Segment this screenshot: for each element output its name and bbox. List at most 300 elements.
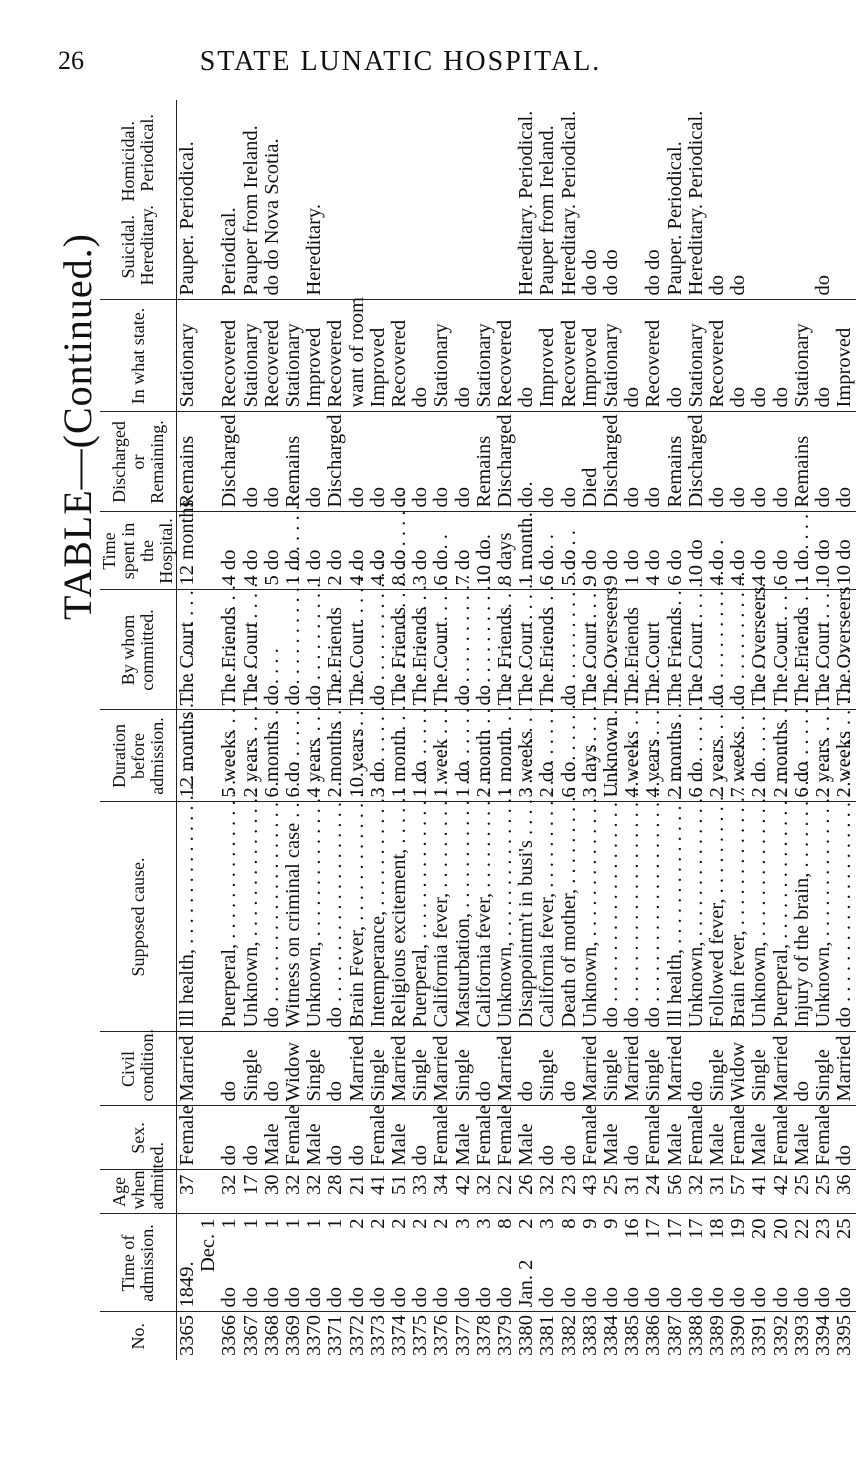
cell-time-day: 17 — [684, 1218, 707, 1239]
cell-cause — [580, 802, 601, 1032]
cell-hereditary — [410, 100, 431, 300]
cell-time-day: 8 — [557, 1218, 580, 1229]
cell-state: Recovered — [262, 300, 283, 412]
cell-time — [516, 1214, 537, 1312]
header-discharged: Discharged or Remaining. — [100, 412, 177, 512]
header-duration: Duration before admission. — [100, 710, 177, 802]
cell-time-spent: 4 do — [643, 512, 664, 590]
cell-by-whom: do — [262, 590, 283, 710]
cell-by-whom: The Friends — [219, 590, 240, 710]
cell-duration: 2 months — [771, 710, 792, 802]
cell-time — [368, 1214, 389, 1312]
table-row — [177, 100, 220, 1360]
cell-sex: Female — [283, 1106, 304, 1170]
cell-state: Stationary — [283, 300, 304, 412]
cell-time-spent: 5 do — [262, 512, 283, 590]
cell-hereditary — [347, 100, 368, 300]
cell-cause — [325, 802, 346, 1032]
cell-cause — [537, 802, 558, 1032]
cell-duration: 1 week — [431, 710, 452, 802]
table-row — [707, 100, 728, 1360]
cell-state: Recovered — [325, 300, 346, 412]
cell-cause — [516, 802, 537, 1032]
cell-time-month: do — [366, 1287, 389, 1308]
cell-time-month: do — [727, 1287, 750, 1308]
table-row — [431, 100, 452, 1360]
cell-time-month: do — [769, 1287, 792, 1308]
table-body — [177, 100, 856, 1360]
cell-age: 28 — [325, 1170, 346, 1214]
cell-time — [431, 1214, 452, 1312]
cell-cause — [686, 802, 707, 1032]
cell-time — [559, 1214, 580, 1312]
cell-by-whom: The Court — [771, 590, 792, 710]
cell-civil: Single — [707, 1032, 728, 1106]
cell-no: 3365 — [176, 1315, 198, 1356]
cell-time — [262, 1214, 283, 1312]
cell-age: 25 — [813, 1170, 834, 1214]
cell-time-day: 16 — [621, 1218, 644, 1239]
cell-civil: do — [474, 1032, 495, 1106]
cell-cause — [474, 802, 495, 1032]
cell-time-spent: 6 do — [431, 512, 452, 590]
table-row — [219, 100, 240, 1360]
cell-hereditary: Hereditary. — [304, 100, 325, 300]
cell-cause-text: Unknown, . . . — [240, 583, 262, 1028]
cell-time-month: 1849. — [176, 1261, 198, 1308]
cell-sex: Female — [474, 1106, 495, 1170]
cell-discharged: do — [347, 412, 368, 512]
cell-cause — [347, 802, 368, 1032]
cell-civil: Married — [665, 1032, 686, 1106]
header-suicidal: Suicidal. — [118, 215, 138, 279]
cell-civil: do — [219, 1032, 240, 1106]
header-homicidal: Homicidal. — [118, 121, 138, 202]
cell-time-month: do — [812, 1287, 835, 1308]
table-row — [728, 100, 749, 1360]
cell-age: 34 — [431, 1170, 452, 1214]
cell-time-month: do — [430, 1287, 453, 1308]
cell-discharged: Discharged — [219, 412, 240, 512]
cell-hereditary — [453, 100, 474, 300]
cell-duration: 6 do — [792, 710, 813, 802]
cell-no: 3391 — [748, 1315, 771, 1356]
cell-time-day: 8 — [494, 1218, 517, 1229]
cell-age: 17 — [241, 1170, 262, 1214]
cell-hereditary — [834, 100, 855, 300]
cell-time-day: 3 — [451, 1218, 474, 1229]
table-title: TABLE—(Continued.) — [55, 233, 100, 620]
cell-duration: 2 do — [537, 710, 558, 802]
cell-age: 43 — [580, 1170, 601, 1214]
cell-cause-text: Intemperance, . . . — [367, 552, 389, 1027]
cell-time-day: 2 — [366, 1218, 389, 1229]
cell-cause-text: California fever, . . . — [473, 534, 495, 1027]
cell-duration: 4 years — [304, 710, 325, 802]
cell-sex: Male — [749, 1106, 770, 1170]
cell-time-spent: 4 do — [728, 512, 749, 590]
cell-duration: Unknown — [601, 710, 622, 802]
cell-time-spent: 8 days — [495, 512, 516, 590]
cell-cause-text: Injury of the brain, . . . — [791, 514, 813, 1028]
cell-duration: 2 months — [665, 710, 686, 802]
cell-cause — [792, 802, 813, 1032]
cell-time-spent: 6 do — [665, 512, 686, 590]
cell-hereditary: do do — [580, 100, 601, 300]
cell-duration: 2 do — [749, 710, 770, 802]
cell-discharged: Died — [580, 412, 601, 512]
cell-hereditary — [283, 100, 304, 300]
cell-civil: Single — [453, 1032, 474, 1106]
cell-by-whom: do — [283, 590, 304, 710]
cell-cause-text: Brain fever, . . . — [727, 572, 749, 1028]
cell-hereditary — [325, 100, 346, 300]
cell-time-month: do — [345, 1287, 368, 1308]
cell-sex: Female — [813, 1106, 834, 1170]
cell-state: do — [410, 300, 431, 412]
cell-time-month: do — [684, 1287, 707, 1308]
cell-discharged: Discharged — [325, 412, 346, 512]
cell-cause-text: Masturbation, . . . — [452, 554, 474, 1027]
cell-by-whom: The Friends — [495, 590, 516, 710]
cell-discharged: do — [813, 412, 834, 512]
cell-sex: do — [347, 1106, 368, 1170]
cell-sex: do — [537, 1106, 558, 1170]
cell-hereditary — [368, 100, 389, 300]
cell-cause-text: Unknown, . . . — [579, 583, 601, 1028]
cell-sex: do — [622, 1106, 643, 1170]
cell-cause-text: do . . . — [261, 648, 283, 1027]
cell-sex: Male — [792, 1106, 813, 1170]
cell-discharged: do — [431, 412, 452, 512]
cell-time-day: 9 — [600, 1218, 623, 1229]
table-row — [325, 100, 346, 1360]
cell-no: 3386 — [642, 1315, 665, 1356]
cell-time — [389, 1214, 410, 1312]
cell-civil: Married — [580, 1032, 601, 1106]
cell-time-spent: 10 do — [813, 512, 834, 590]
cell-cause — [665, 802, 686, 1032]
table-row — [749, 100, 770, 1360]
cell-hereditary: Pauper. Periodical. — [665, 100, 686, 300]
cell-civil: Single — [813, 1032, 834, 1106]
cell-state: Improved — [580, 300, 601, 412]
cell-cause-text: Religious excitement, . . . — [388, 490, 410, 1028]
cell-no: 3376 — [430, 1315, 453, 1356]
cell-cause — [559, 802, 580, 1032]
cell-no: 3395 — [833, 1315, 856, 1356]
cell-by-whom: The Friends — [389, 590, 410, 710]
cell-no: 3393 — [790, 1315, 813, 1356]
cell-time — [304, 1214, 325, 1312]
cell-time — [834, 1214, 855, 1312]
cell-state: do — [728, 300, 749, 412]
header-no: No. — [100, 1312, 177, 1360]
cell-civil: Single — [410, 1032, 431, 1106]
cell-time — [813, 1214, 834, 1312]
cell-state: want of room — [347, 300, 368, 412]
cell-hereditary: do do Nova Scotia. — [262, 100, 283, 300]
cell-discharged: do — [728, 412, 749, 512]
cell-time — [325, 1214, 346, 1312]
cell-time-day: 1 — [303, 1218, 326, 1229]
cell-time-month: do — [833, 1287, 856, 1308]
table-row — [410, 100, 431, 1360]
cell-sex: Male — [389, 1106, 410, 1170]
cell-duration: 2 months — [325, 710, 346, 802]
cell-state: Recovered — [389, 300, 410, 412]
header-hereditary: Hereditary. — [137, 205, 157, 286]
cell-time — [219, 1214, 240, 1312]
cell-hereditary — [622, 100, 643, 300]
cell-hereditary: Periodical. — [219, 100, 240, 300]
cell-state: Stationary — [474, 300, 495, 412]
cell-time-spent: 4 do — [347, 512, 368, 590]
cell-time-month: do — [303, 1287, 326, 1308]
cell-by-whom: The Court — [431, 590, 452, 710]
header-time: Time of admission. — [100, 1214, 177, 1312]
cell-age: 42 — [453, 1170, 474, 1214]
cell-time-spent: 9 do — [580, 512, 601, 590]
cell-cause-text: Unknown, . . . — [812, 583, 834, 1028]
cell-cause — [495, 802, 516, 1032]
cell-no: 3369 — [282, 1315, 305, 1356]
cell-duration: 2 years — [707, 710, 728, 802]
table-row — [792, 100, 813, 1360]
cell-cause-text: do . . . — [833, 648, 855, 1027]
cell-by-whom: The Friends — [622, 590, 643, 710]
cell-time-day: 2 — [409, 1218, 432, 1229]
cell-time-month: do — [239, 1287, 262, 1308]
cell-age: 31 — [707, 1170, 728, 1214]
cell-no: 3387 — [663, 1315, 686, 1356]
cell-no: 3375 — [409, 1315, 432, 1356]
cell-cause — [707, 802, 728, 1032]
table-row — [241, 100, 262, 1360]
cell-no: 3379 — [494, 1315, 517, 1356]
cell-cause-text: do . . . — [642, 648, 664, 1027]
cell-civil: do — [792, 1032, 813, 1106]
cell-no: 3382 — [557, 1315, 580, 1356]
cell-civil: Married — [177, 1032, 220, 1106]
cell-state: Stationary — [431, 300, 452, 412]
cell-cause — [283, 802, 304, 1032]
cell-time-day: 25 — [833, 1218, 856, 1239]
header-suicidal-homicidal — [100, 100, 177, 300]
cell-hereditary: Pauper. Periodical. — [177, 100, 220, 300]
cell-time-day: 1 — [282, 1218, 305, 1229]
cell-age: 42 — [771, 1170, 792, 1214]
header-civil: Civil condition. — [100, 1032, 177, 1106]
page-number: 26 — [58, 46, 84, 75]
cell-no: 3378 — [472, 1315, 495, 1356]
cell-no: 3385 — [621, 1315, 644, 1356]
cell-cause — [241, 802, 262, 1032]
cell-cause — [368, 802, 389, 1032]
cell-hereditary: Hereditary. Periodical. — [559, 100, 580, 300]
cell-state: do — [622, 300, 643, 412]
cell-duration: 12 months — [177, 710, 220, 802]
cell-state: Improved — [304, 300, 325, 412]
table-row — [813, 100, 834, 1360]
table-row — [389, 100, 410, 1360]
cell-cause-text: do . . . — [600, 648, 622, 1027]
cell-time-month: do — [472, 1287, 495, 1308]
cell-hereditary: Pauper from Ireland. — [537, 100, 558, 300]
cell-no: 3370 — [303, 1315, 326, 1356]
cell-sex: Male — [516, 1106, 537, 1170]
cell-no: 3368 — [260, 1315, 283, 1356]
cell-by-whom: The Court — [643, 590, 664, 710]
cell-no: 3374 — [388, 1315, 411, 1356]
cell-hereditary: Hereditary. Periodical. — [686, 100, 707, 300]
cell-cause — [834, 802, 855, 1032]
cell-time-day: 1 — [218, 1218, 241, 1229]
cell-hereditary — [389, 100, 410, 300]
cell-duration: 6 months — [262, 710, 283, 802]
cell-time-month: do — [388, 1287, 411, 1308]
table-row — [559, 100, 580, 1360]
cell-sex: Female — [771, 1106, 792, 1170]
cell-age: 41 — [749, 1170, 770, 1214]
cell-by-whom: The Court — [241, 590, 262, 710]
cell-duration: 4 weeks — [622, 710, 643, 802]
cell-duration: 5 weeks — [219, 710, 240, 802]
cell-civil: Single — [241, 1032, 262, 1106]
cell-sex: do — [325, 1106, 346, 1170]
cell-state: Stationary — [177, 300, 220, 412]
cell-no: 3381 — [536, 1315, 559, 1356]
cell-state: do — [749, 300, 770, 412]
cell-hereditary: do — [707, 100, 728, 300]
cell-time-day: 1 — [239, 1218, 262, 1229]
cell-cause-text: do . . . — [621, 648, 643, 1027]
cell-civil: Widow — [728, 1032, 749, 1106]
cell-hereditary — [431, 100, 452, 300]
table-row — [537, 100, 558, 1360]
cell-cause — [453, 802, 474, 1032]
cell-time-month: do — [324, 1287, 347, 1308]
cell-discharged: do — [516, 412, 537, 512]
cell-hereditary: do — [728, 100, 749, 300]
cell-duration: 6 do — [559, 710, 580, 802]
cell-discharged: do — [771, 412, 792, 512]
cell-duration: 2 month — [474, 710, 495, 802]
table-row — [580, 100, 601, 1360]
cell-sex: do — [410, 1106, 431, 1170]
cell-time-day: 19 — [727, 1218, 750, 1239]
cell-civil: Single — [537, 1032, 558, 1106]
cell-time-month: do — [260, 1287, 283, 1308]
cell-state: Recovered — [559, 300, 580, 412]
cell-time — [283, 1214, 304, 1312]
cell-no: 3392 — [769, 1315, 792, 1356]
cell-duration: 1 do — [410, 710, 431, 802]
cell-state: Improved — [368, 300, 389, 412]
cell-by-whom: The Friends — [410, 590, 431, 710]
cell-discharged: do — [262, 412, 283, 512]
cell-age: 51 — [389, 1170, 410, 1214]
cell-time — [495, 1214, 516, 1312]
header-age: Age when admitted. — [100, 1170, 177, 1214]
cell-civil: Married — [347, 1032, 368, 1106]
cell-civil: Single — [304, 1032, 325, 1106]
cell-civil: Married — [495, 1032, 516, 1106]
cell-time-spent: 8 do — [389, 512, 410, 590]
cell-discharged: do — [241, 412, 262, 512]
cell-time-month: do — [642, 1287, 665, 1308]
cell-civil: do — [686, 1032, 707, 1106]
cell-time — [643, 1214, 664, 1312]
cell-cause-text: Ill health, . . . — [664, 590, 686, 1027]
cell-by-whom: The Overseers — [749, 590, 770, 710]
cell-age: 32 — [537, 1170, 558, 1214]
cell-time-month: do — [557, 1287, 580, 1308]
cell-time-spent: 5 do — [559, 512, 580, 590]
cell-state: do — [771, 300, 792, 412]
cell-time — [241, 1214, 262, 1312]
cell-time-spent: 10 do — [686, 512, 707, 590]
cell-civil: do — [325, 1032, 346, 1106]
cell-discharged: do — [622, 412, 643, 512]
cell-state: do — [813, 300, 834, 412]
cell-discharged: do — [707, 412, 728, 512]
cell-cause-text: Puerperal, . . . — [770, 585, 792, 1027]
table-row — [347, 100, 368, 1360]
cell-by-whom: do — [453, 590, 474, 710]
table-row — [622, 100, 643, 1360]
cell-time — [771, 1214, 792, 1312]
cell-cause-text: Witness on criminal case . . . — [282, 464, 304, 1027]
cell-cause-text: California fever, . . . — [536, 534, 558, 1027]
cell-by-whom: The Friends — [665, 590, 686, 710]
cell-state: Recovered — [495, 300, 516, 412]
cell-cause-text: Brain Fever, . . . — [346, 567, 368, 1027]
cell-no: 3389 — [706, 1315, 729, 1356]
cell-no: 3394 — [812, 1315, 835, 1356]
cell-duration: 4 years — [643, 710, 664, 802]
cell-by-whom: The Court — [516, 590, 537, 710]
cell-discharged: do — [304, 412, 325, 512]
cell-age: 33 — [410, 1170, 431, 1214]
table-row — [283, 100, 304, 1360]
cell-discharged: Remains — [177, 412, 220, 512]
cell-hereditary — [771, 100, 792, 300]
admissions-table — [100, 100, 856, 1360]
cell-time-day: 22 — [790, 1218, 813, 1239]
cell-time-spent: 4 do — [368, 512, 389, 590]
cell-hereditary — [474, 100, 495, 300]
cell-time-day: 1 — [260, 1218, 283, 1229]
table-row — [368, 100, 389, 1360]
cell-time — [665, 1214, 686, 1312]
cell-age: 32 — [474, 1170, 495, 1214]
cell-time-spent: 1 do — [622, 512, 643, 590]
cell-by-whom: The Overseers — [834, 590, 855, 710]
cell-time-day: 2 — [345, 1218, 368, 1229]
cell-cause — [410, 802, 431, 1032]
cell-hereditary — [495, 100, 516, 300]
cell-time-day: Dec. 1 — [197, 1218, 220, 1273]
cell-cause-text: Unknown, . . . — [685, 583, 707, 1028]
cell-discharged: do — [453, 412, 474, 512]
cell-duration: 2 years — [813, 710, 834, 802]
cell-civil: do — [559, 1032, 580, 1106]
cell-age: 23 — [559, 1170, 580, 1214]
cell-state: Stationary — [601, 300, 622, 412]
cell-time — [792, 1214, 813, 1312]
cell-age: 25 — [601, 1170, 622, 1214]
